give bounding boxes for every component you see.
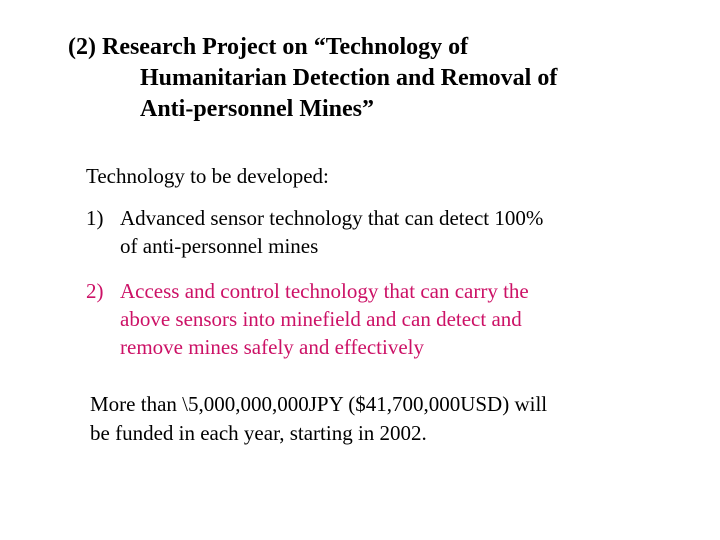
list-item	[86, 277, 529, 361]
list-item-line: Advanced sensor technology that can detect 100%	[120, 206, 544, 230]
title-line: (2) Research Project on “Technology of	[68, 34, 469, 60]
list-item-line: remove mines safely and effectively	[120, 335, 424, 359]
funding-line: be funded in each year, starting in 2002.	[90, 421, 427, 445]
list-item-line: above sensors into minefield and can detect and	[120, 307, 522, 331]
list-item-text	[120, 277, 529, 361]
list-item-line: Access and control technology that can carry the	[120, 279, 529, 303]
title-line: Anti-personnel Mines”	[140, 96, 374, 122]
title-line: Humanitarian Detection and Removal of	[140, 65, 558, 91]
funding-note	[90, 390, 547, 448]
list-item-number: 2)	[86, 279, 104, 303]
slide-title	[68, 32, 688, 125]
funding-line: More than \5,000,000,000JPY ($41,700,000USD) will	[90, 392, 548, 416]
list-item	[86, 204, 543, 260]
list-item-text	[120, 204, 543, 260]
list-item-number: 1)	[86, 206, 104, 230]
section-lead: Technology to be developed:	[86, 164, 329, 188]
list-item-line: of anti-personnel mines	[120, 234, 319, 258]
